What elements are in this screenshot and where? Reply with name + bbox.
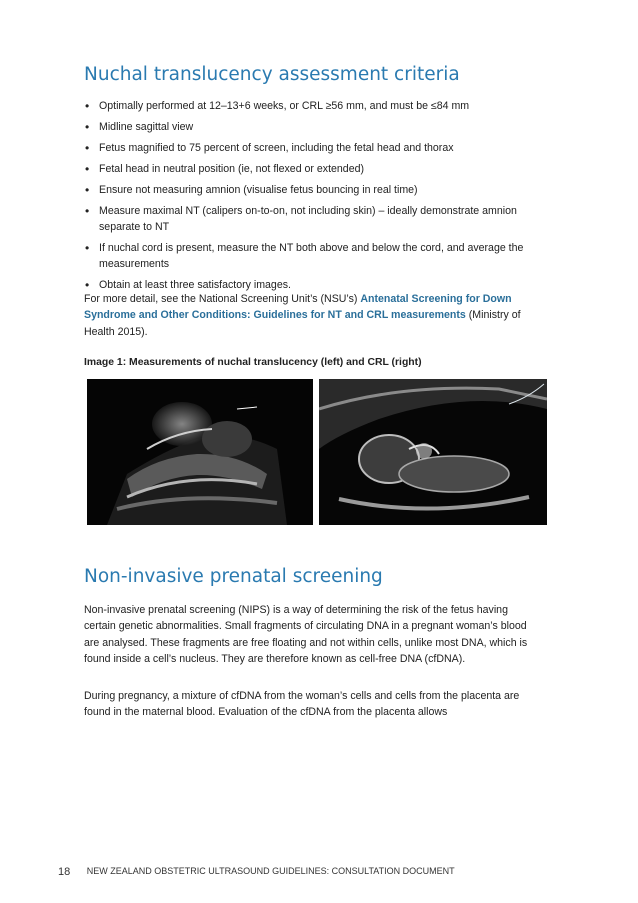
criteria-item: • Measure maximal NT (calipers on-to-on, not including skin) – ideally demonstrate amnion separate to NT [84, 203, 544, 235]
criteria-item: • Midline sagittal view [84, 119, 544, 135]
criteria-list [84, 98, 544, 298]
criteria-item: • Ensure not measuring amnion (visualise fetus bouncing in real time) [84, 182, 544, 198]
footer-document-title: NEW ZEALAND OBSTETRIC ULTRASOUND GUIDELINES: CONSULTATION DOCUMENT [86, 866, 455, 876]
guidelines-reference-link[interactable]: Antenatal Screening for Down Syndrome and Other Conditions: Guidelines for NT and CRL measurements [84, 293, 512, 322]
criteria-item: • Obtain at least three satisfactory images. [84, 277, 544, 293]
ultrasound-image-crl [319, 379, 547, 525]
detail-text-pre: For more detail, see the National Screening Unit’s (NSU’s) [84, 293, 361, 305]
page-footer [58, 866, 455, 878]
ultrasound-image-nt [87, 379, 313, 525]
section-heading-nips: Non-invasive prenatal screening [84, 566, 383, 587]
more-detail-paragraph [84, 291, 540, 340]
nips-paragraph-2: During pregnancy, a mixture of cfDNA from the woman’s cells and cells from the placenta are found in the maternal blood. Evaluation of the cfDNA from the placenta allows [84, 690, 520, 719]
detail-text-post: (Ministry of Health 2015). [84, 309, 521, 338]
criteria-item: • If nuchal cord is present, measure the NT both above and below the cord, and average the measurements [84, 240, 544, 272]
section-heading-nuchal-translucency: Nuchal translucency assessment criteria [84, 64, 460, 85]
image-caption: Image 1: Measurements of nuchal translucency (left) and CRL (right) [84, 357, 422, 368]
criteria-item: • Fetal head in neutral position (ie, not flexed or extended) [84, 161, 544, 177]
page-number: 18 [58, 866, 71, 878]
criteria-item: • Fetus magnified to 75 percent of screen, including the fetal head and thorax [84, 140, 544, 156]
criteria-item: • Optimally performed at 12–13+6 weeks, or CRL ≥56 mm, and must be ≤84 mm [84, 98, 544, 114]
nips-paragraph-1: Non-invasive prenatal screening (NIPS) is a way of determining the risk of the fetus having certain genetic abnormalities. Small fragments of circulating DNA in a pregnant woman’s blood are analysed. These fragments are free floating and not within cells, unlike most DNA, which is found inside a cell’s nucleus. They are therefore known as cell-free DNA (cfDNA). [84, 604, 528, 665]
